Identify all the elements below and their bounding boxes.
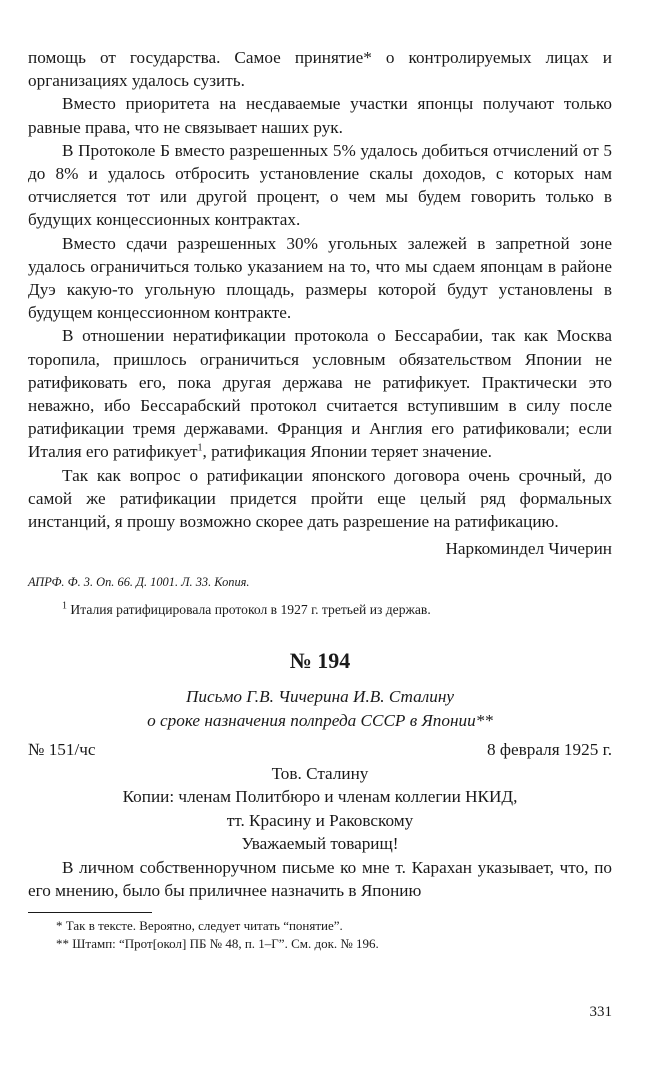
footnote-1	[62, 601, 612, 619]
footnote-divider	[28, 912, 152, 913]
paragraph-5-tail: , ратификация Японии теряет значение.	[202, 442, 492, 462]
page-number: 331	[589, 1004, 612, 1020]
paragraph-5	[28, 324, 612, 463]
addressee: Тов. Сталину	[271, 763, 369, 783]
document-title-line-2: о сроке назначения полпреда СССР в Японии**	[147, 710, 493, 730]
document-title	[28, 685, 612, 732]
document-title-line-1: Письмо Г.В. Чичерина И.В. Сталину	[185, 687, 455, 707]
footnote-1-mark: 1	[62, 600, 67, 612]
outgoing-number: № 151/чс	[28, 740, 96, 760]
paragraph-1: помощь от государства. Самое принятие* о контролируемых лицах и организациях удалось сузить.	[28, 48, 612, 91]
paragraph-6: Так как вопрос о ратификации японского договора очень срочный, до самой же ратификации придется пройти еще целый ряд формальных инстанций, я прошу возможно скорее дать разрешение на ратификацию.	[28, 465, 612, 532]
document-number: № 194	[289, 648, 351, 674]
paragraph-3: В Протоколе Б вместо разрешенных 5% удалось добиться отчислений от 5 до 8% и удалось отбросить установление скалы доходов, с которых нам отчисляется тот или другой процент, о чем мы будем говорить только в будущих концессионных контрактах.	[28, 140, 612, 230]
paragraph-2: Вместо приоритета на несдаваемые участки японцы получают только равные права, что не связывает наших рук.	[28, 94, 612, 137]
letter-date: 8 февраля 1925 г.	[486, 740, 612, 760]
copies-line-1: Копии: членам Политбюро и членам коллегии НКИД,	[122, 787, 518, 807]
paragraph-5-text: В отношении нератификации протокола о Бессарабии, так как Москва торопила, пришлось ограничиться условным обязательством Японии не ратификовать его, пока другая держава не ратификует. Практически это неважно, ибо Бессарабский протокол считается вступившим в силу после ратификации тремя державами. Франция и Англия его ратификовали; если Италия его ратификует	[28, 326, 612, 462]
paragraph-4: Вместо сдачи разрешенных 30% угольных залежей в запретной зоне удалось ограничиться только указанием на то, что мы сдаем японцам в районе Дуэ какую-то угольную площадь, размеры которой будут установлены в будущем концессионном контракте.	[28, 233, 612, 323]
footnote-double-star: ** Штамп: “Прот[окол] ПБ № 48, п. 1–Г”. См. док. № 196.	[56, 936, 379, 952]
copies-line-2: тт. Красину и Раковскому	[226, 810, 414, 830]
letter-paragraph: В личном собственноручном письме ко мне т. Карахан указывает, что, по его мнению, было бы приличнее назначить в Японию	[28, 857, 612, 901]
salutation: Уважаемый товарищ!	[241, 834, 399, 854]
footnote-1-text: Италия ратифицировала протокол в 1927 г. третьей из держав.	[67, 602, 431, 618]
signature: Наркоминдел Чичерин	[445, 539, 612, 559]
archive-reference: АПРФ. Ф. 3. Оп. 66. Д. 1001. Л. 33. Копия.	[28, 575, 250, 590]
page-body	[28, 46, 612, 953]
footnote-ref-1: 1	[197, 442, 203, 454]
number-date-line	[28, 738, 612, 762]
footnote-star: * Так в тексте. Вероятно, следует читать “понятие”.	[56, 918, 343, 934]
